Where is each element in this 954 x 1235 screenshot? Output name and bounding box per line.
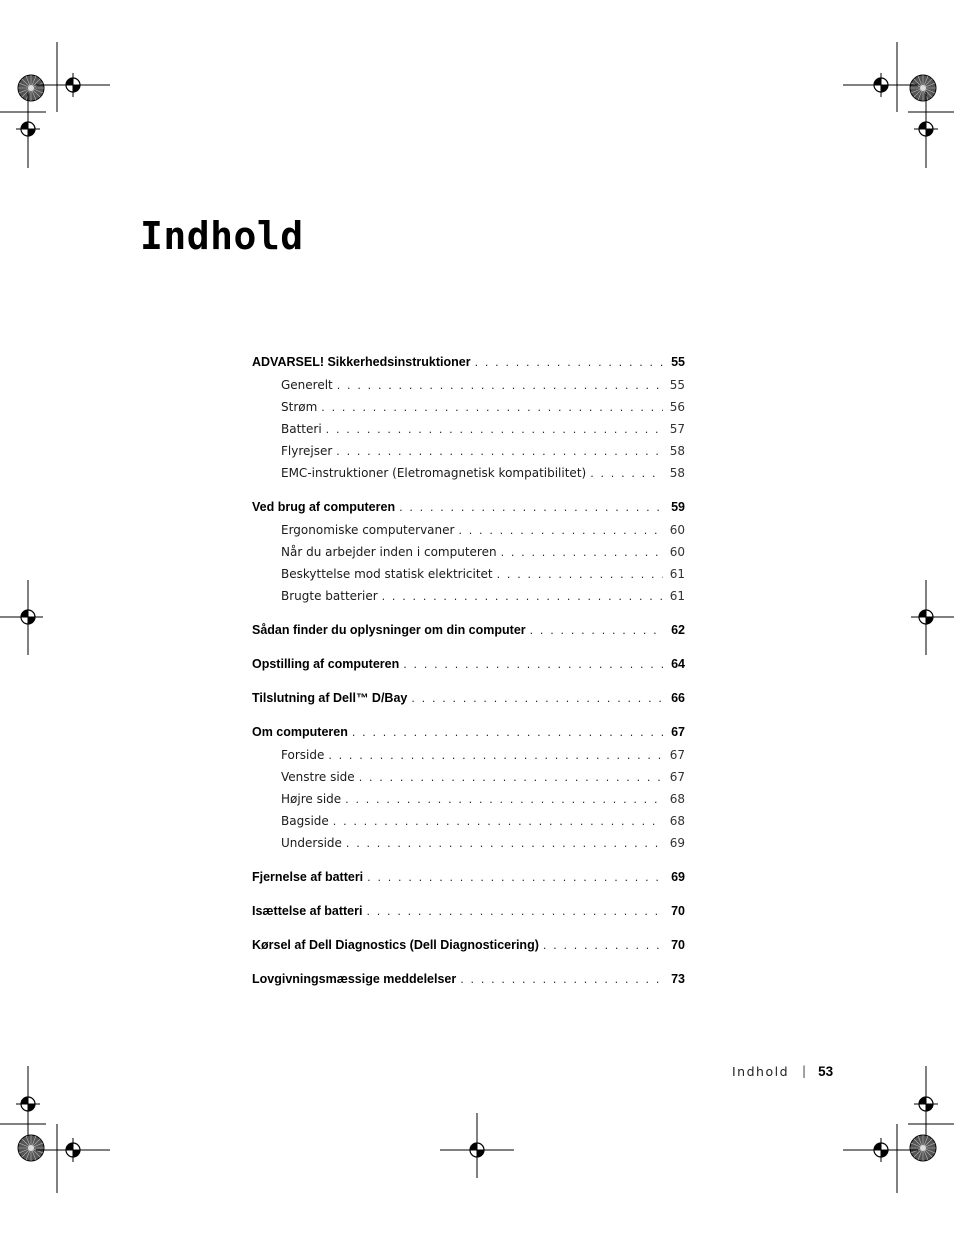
toc-dot-leader xyxy=(352,726,663,739)
toc-page-number: 67 xyxy=(671,725,685,739)
toc-page-number: 67 xyxy=(669,748,685,762)
toc-entry xyxy=(252,355,685,373)
toc-dot-leader xyxy=(501,546,663,559)
toc-page-number: 56 xyxy=(669,400,685,414)
toc-dot-leader xyxy=(367,871,663,884)
toc-entry-label: Bagside xyxy=(281,814,329,828)
toc-entry xyxy=(252,725,685,743)
toc-dot-leader xyxy=(333,815,663,828)
toc-dot-leader xyxy=(399,501,663,514)
toc-entry xyxy=(252,657,685,675)
toc-entry-label: Opstilling af computeren xyxy=(252,657,400,671)
toc-dot-leader xyxy=(543,939,663,952)
toc-subentry xyxy=(252,400,685,418)
footer-separator: | xyxy=(802,1064,807,1078)
toc-page-number: 64 xyxy=(671,657,685,671)
toc-entry-label: Brugte batterier xyxy=(281,589,378,603)
toc-dot-leader xyxy=(321,401,663,414)
toc-entry-label: Kørsel af Dell Diagnostics (Dell Diagnosticering) xyxy=(252,938,539,952)
toc-page-number: 73 xyxy=(671,972,685,986)
toc-subentry xyxy=(252,836,685,854)
toc-entry-label: Generelt xyxy=(281,378,333,392)
toc-subentry xyxy=(252,814,685,832)
toc-subentry xyxy=(252,444,685,462)
toc-dot-leader xyxy=(346,837,663,850)
toc-entry-label: Underside xyxy=(281,836,342,850)
toc-entry-label: Venstre side xyxy=(281,770,355,784)
toc-entry xyxy=(252,972,685,990)
toc-entry-label: Forside xyxy=(281,748,325,762)
toc-page-number: 61 xyxy=(669,589,685,603)
toc-subentry xyxy=(252,589,685,607)
toc-page-number: 68 xyxy=(669,792,685,806)
toc-dot-leader xyxy=(590,467,663,480)
toc-dot-leader xyxy=(458,524,663,537)
toc-dot-leader xyxy=(337,379,663,392)
toc-dot-leader xyxy=(530,624,663,637)
toc-entry xyxy=(252,870,685,888)
toc-dot-leader xyxy=(328,749,663,762)
toc-subentry xyxy=(252,378,685,396)
toc-entry xyxy=(252,500,685,518)
toc-subentry xyxy=(252,466,685,484)
toc-page-number: 58 xyxy=(669,466,685,480)
toc-entry-label: Beskyttelse mod statisk elektricitet xyxy=(281,567,493,581)
footer-page-number: 53 xyxy=(818,1063,834,1079)
toc-dot-leader xyxy=(326,423,663,436)
toc-subentry xyxy=(252,748,685,766)
toc-page-number: 55 xyxy=(671,355,685,369)
toc-entry-label: Sådan finder du oplysninger om din computer xyxy=(252,623,526,637)
toc-entry-label: Ved brug af computeren xyxy=(252,500,396,514)
toc-page-number: 57 xyxy=(669,422,685,436)
toc-page-number: 70 xyxy=(671,938,685,952)
toc-page-number: 70 xyxy=(671,904,685,918)
toc-entry xyxy=(252,691,685,709)
toc-entry-label: Om computeren xyxy=(252,725,348,739)
toc-dot-leader xyxy=(382,590,663,603)
toc-page-number: 69 xyxy=(669,836,685,850)
toc-entry-label: Ergonomiske computervaner xyxy=(281,523,455,537)
toc-dot-leader xyxy=(359,771,663,784)
footer-section-label: Indhold xyxy=(732,1063,790,1079)
toc-dot-leader xyxy=(403,658,663,671)
toc-dot-leader xyxy=(460,973,663,986)
toc-subentry xyxy=(252,523,685,541)
toc-entry-label: Tilslutning af Dell™ D/Bay xyxy=(252,691,408,705)
toc-entry-label: Når du arbejder inden i computeren xyxy=(281,545,497,559)
toc-subentry xyxy=(252,422,685,440)
page-title: Indhold xyxy=(140,214,304,258)
toc-dot-leader xyxy=(475,356,663,369)
toc-entry-label: Højre side xyxy=(281,792,342,806)
toc-subentry xyxy=(252,567,685,585)
toc-entry-label: Lovgivningsmæssige meddelelser xyxy=(252,972,457,986)
toc-entry-label: Isættelse af batteri xyxy=(252,904,363,918)
toc-entry xyxy=(252,904,685,922)
toc-page-number: 66 xyxy=(671,691,685,705)
toc-page-number: 67 xyxy=(669,770,685,784)
toc-dot-leader xyxy=(497,568,663,581)
toc-entry-label: EMC-instruktioner (Eletromagnetisk kompatibilitet) xyxy=(281,466,587,480)
toc-page-number: 59 xyxy=(671,500,685,514)
toc-dot-leader xyxy=(411,692,663,705)
toc-entry-label: Fjernelse af batteri xyxy=(252,870,364,884)
toc-page-number: 61 xyxy=(669,567,685,581)
toc-page-number: 62 xyxy=(671,623,685,637)
toc-entry-label: Batteri xyxy=(281,422,322,436)
toc-entry-label: Flyrejser xyxy=(281,444,333,458)
toc-entry xyxy=(252,623,685,641)
toc-page-number: 69 xyxy=(671,870,685,884)
toc-subentry xyxy=(252,770,685,788)
toc-subentry xyxy=(252,792,685,810)
toc-page-number: 58 xyxy=(669,444,685,458)
toc-page-number: 55 xyxy=(669,378,685,392)
toc-entry xyxy=(252,938,685,956)
toc-dot-leader xyxy=(366,905,663,918)
toc-page-number: 60 xyxy=(669,523,685,537)
toc-dot-leader xyxy=(345,793,663,806)
toc-dot-leader xyxy=(336,445,663,458)
toc-entry-label: Strøm xyxy=(281,400,318,414)
toc-page-number: 60 xyxy=(669,545,685,559)
toc-entry-label: ADVARSEL! Sikkerhedsinstruktioner xyxy=(252,355,471,369)
toc-page-number: 68 xyxy=(669,814,685,828)
page-footer xyxy=(732,1062,833,1080)
toc-subentry xyxy=(252,545,685,563)
